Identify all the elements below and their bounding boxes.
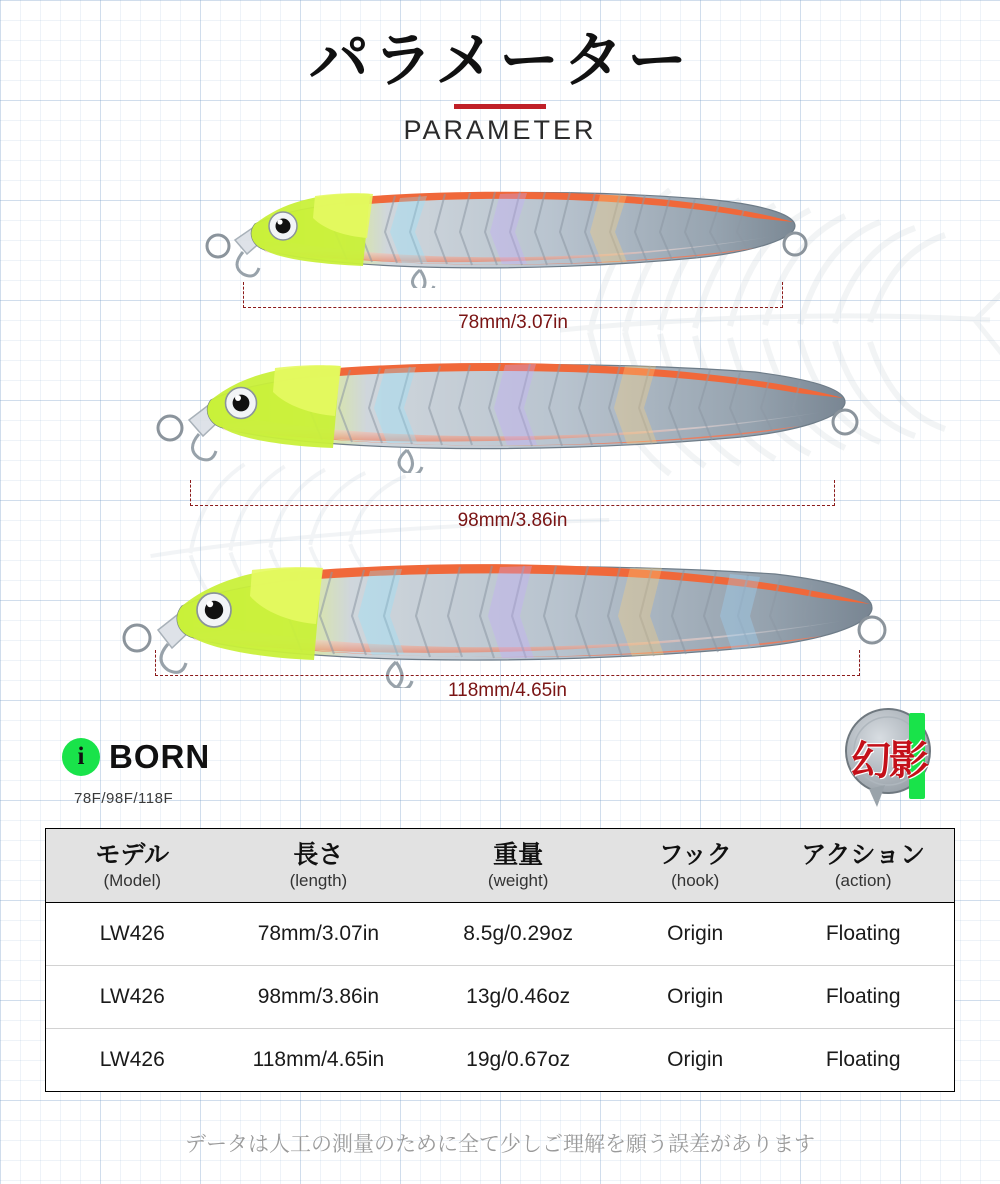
cell-hook: Origin [618,902,772,965]
length-label-98f: 98mm/3.86in [457,510,568,531]
table-header-row [46,829,954,902]
col-header-length-en: (length) [289,870,348,890]
table-row [46,1028,954,1091]
col-header-hook-jp: フック [658,840,732,869]
col-header-action-en: (action) [834,870,892,890]
brand-name: BORN [109,738,211,775]
page-title-en: PARAMETER [403,115,597,145]
brand-logo [62,738,210,776]
col-header-model-en: (Model) [103,870,162,890]
page-header [0,28,1000,146]
measure-bracket-78f [243,282,783,308]
col-header-hook-en: (hook) [671,870,720,890]
table-row [46,965,954,1028]
length-label-118f: 118mm/4.65in [448,680,567,701]
col-header-action [772,829,954,902]
cell-length: 118mm/4.65in [252,1047,385,1071]
col-header-model-jp: モデル [95,840,170,869]
brand-models: 78F/98F/118F [74,790,174,807]
cell-length: 98mm/3.86in [219,965,419,1028]
col-header-weight-jp: 重量 [493,840,544,869]
col-header-length-jp: 長さ [293,840,344,869]
lure-illustration-98f [145,348,865,473]
measurement-disclaimer: データは人工の測量のために全て少しご理解を願う誤差があります [185,1132,815,1156]
cell-weight: 13g/0.46oz [418,965,618,1028]
cell-model: LW426 [46,902,219,965]
measure-bracket-98f [190,480,835,506]
cell-weight: 19g/0.67oz [466,1047,571,1071]
col-header-model [46,829,219,902]
spec-table [45,828,955,1092]
cell-length: 78mm/3.07in [219,902,419,965]
col-header-weight [418,829,618,902]
cell-action: Floating [825,1047,901,1071]
cell-hook: Origin [667,1047,724,1071]
title-divider [454,104,546,109]
cell-hook: Origin [618,965,772,1028]
length-label-78f: 78mm/3.07in [458,312,568,333]
cell-model: LW426 [99,1047,165,1071]
page-title-jp: パラメーター [308,26,692,96]
col-header-length [219,829,419,902]
genei-logo-badge [833,705,945,810]
col-header-action-jp: アクション [801,840,926,869]
col-header-hook [618,829,772,902]
cell-action: Floating [772,902,954,965]
col-header-weight-en: (weight) [487,870,549,890]
table-row [46,902,954,965]
genei-logo-text: 幻影 [851,738,927,784]
cell-model: LW426 [46,965,219,1028]
measure-bracket-118f [155,650,860,676]
lure-illustration-78f [195,178,815,288]
brand-initial-badge: i [62,738,100,776]
cell-action: Floating [772,965,954,1028]
cell-weight: 8.5g/0.29oz [418,902,618,965]
